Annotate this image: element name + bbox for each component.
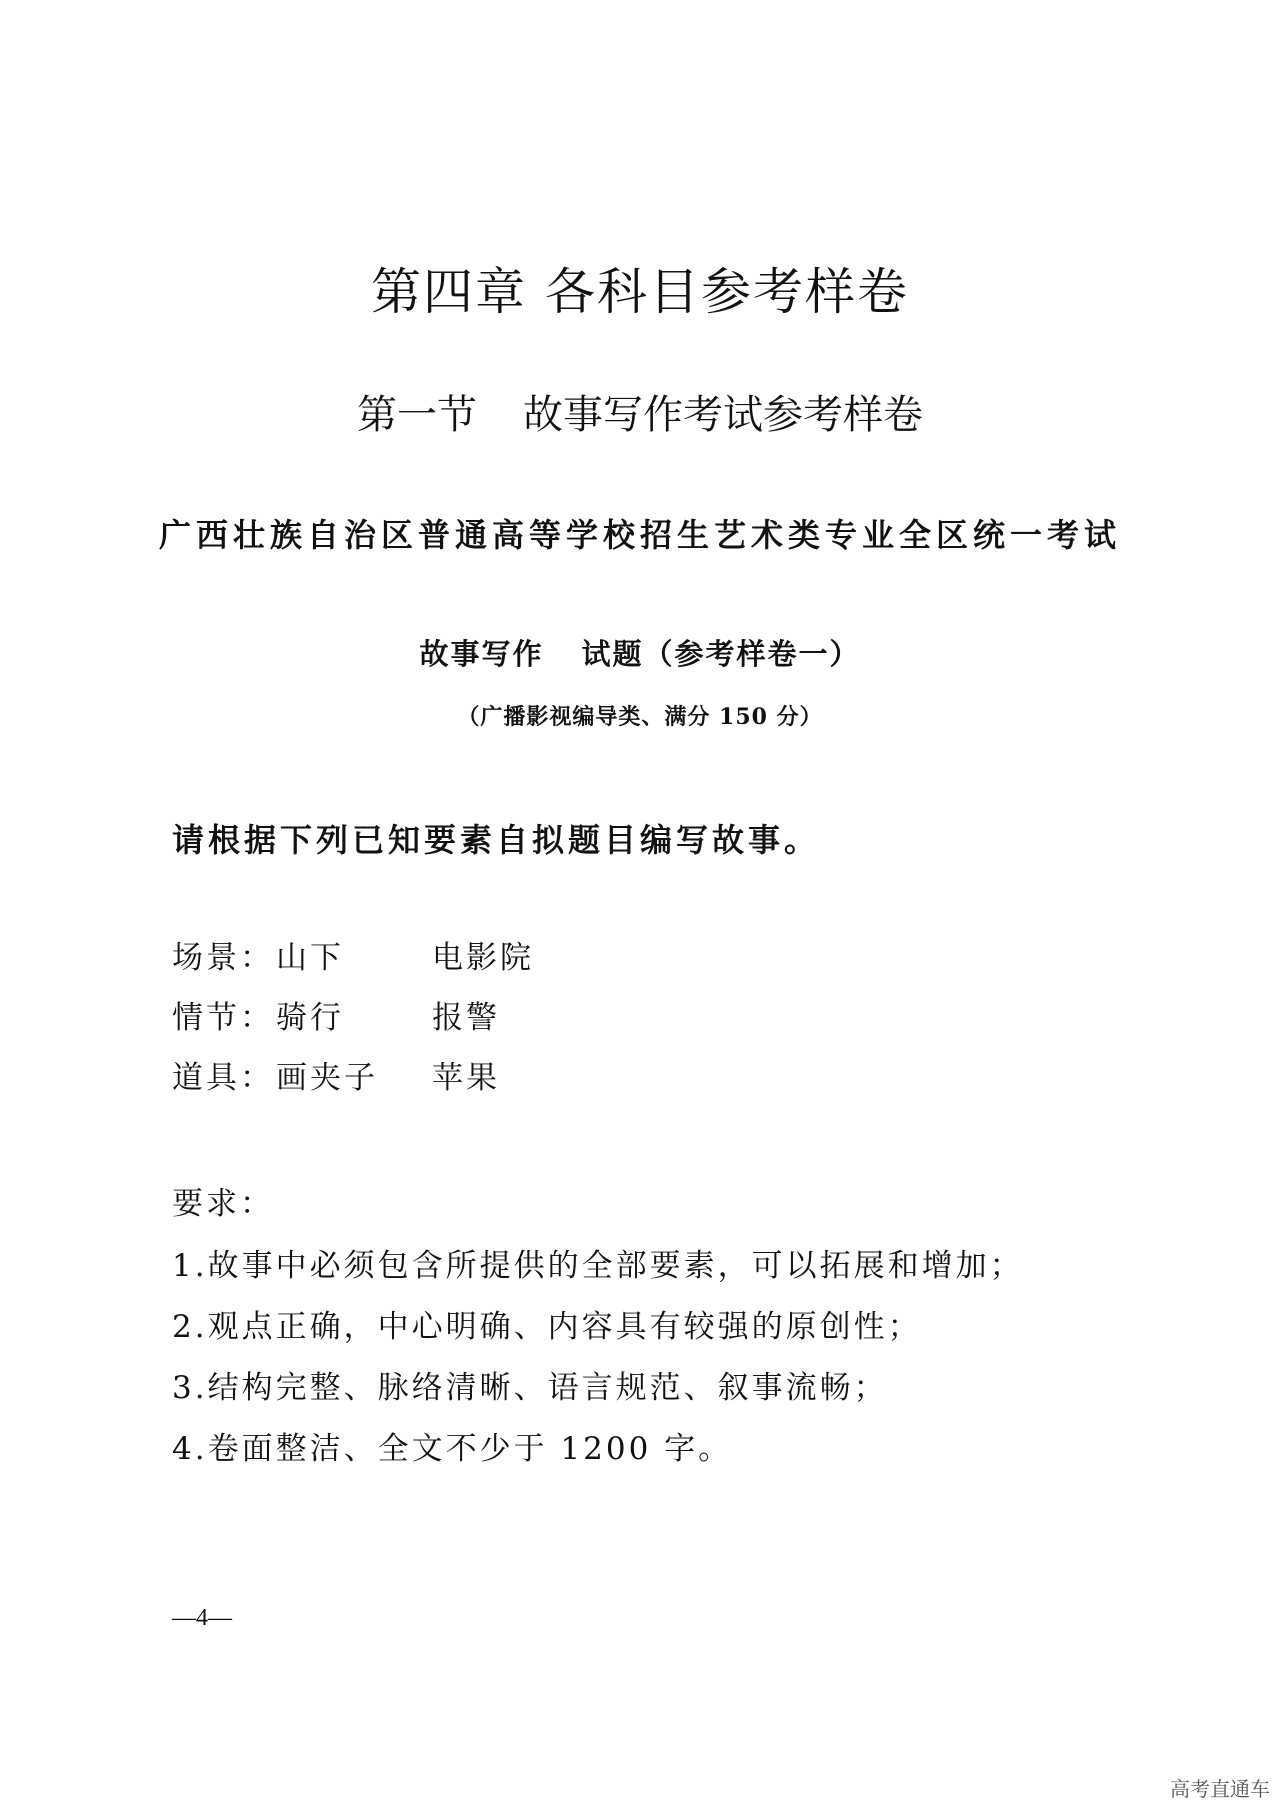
element-value: 报警 — [432, 1000, 500, 1036]
element-value: 骑行 — [276, 1000, 344, 1036]
element-value: 画夹子 — [276, 1060, 378, 1096]
section-heading — [0, 383, 1280, 440]
paper-subtitle: （广播影视编导类、满分 150 分） — [457, 704, 823, 730]
requirement-item: 4.卷面整洁、全文不少于 1200 字。 — [172, 1431, 733, 1467]
watermark: 高考直通车 — [1170, 1777, 1270, 1801]
paper-name: 试题（参考样卷一） — [581, 637, 861, 671]
story-elements — [172, 932, 772, 1112]
element-row-props — [172, 1052, 772, 1112]
exam-title: 广西壮族自治区普通高等学校招生艺术类专业全区统一考试 — [158, 516, 1121, 554]
requirement-item: 2.观点正确，中心明确、内容具有较强的原创性； — [172, 1309, 922, 1345]
element-value: 电影院 — [432, 940, 534, 976]
element-row-scene — [172, 932, 772, 992]
requirement-item: 1.故事中必须包含所提供的全部要素，可以拓展和增加； — [172, 1248, 1024, 1284]
chapter-title: 第四章 各科目参考样卷 — [371, 263, 909, 321]
element-row-plot — [172, 992, 772, 1052]
section-number: 第一节 — [357, 392, 477, 438]
requirements-title: 要求： — [172, 1186, 274, 1222]
element-label: 场景： — [172, 940, 274, 976]
section-title: 故事写作考试参考样卷 — [523, 392, 923, 438]
instruction: 请根据下列已知要素自拟题目编写故事。 — [172, 821, 821, 859]
paper-title — [0, 632, 1280, 673]
element-value: 山下 — [276, 940, 344, 976]
element-value: 苹果 — [432, 1060, 500, 1096]
element-label: 道具： — [172, 1060, 274, 1096]
requirement-item: 3.结构完整、脉络清晰、语言规范、叙事流畅； — [172, 1370, 888, 1406]
paper-subject: 故事写作 — [419, 637, 544, 671]
requirements — [172, 1178, 1024, 1484]
element-label: 情节： — [172, 1000, 274, 1036]
page-number: —4— — [172, 1605, 232, 1631]
